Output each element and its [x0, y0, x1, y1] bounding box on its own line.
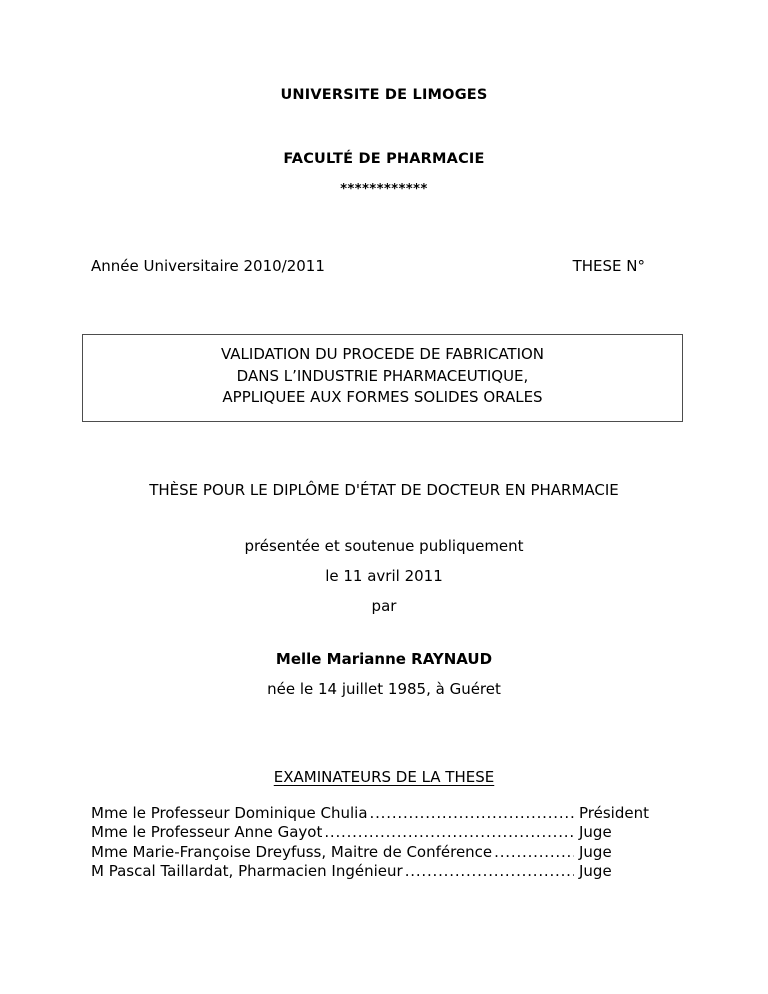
examiner-name: Mme le Professeur Dominique Chulia	[91, 804, 368, 822]
presentation-statement: présentée et soutenue publiquement	[244, 537, 524, 555]
academic-year: Année Universitaire 2010/2011	[91, 257, 325, 275]
university-name: UNIVERSITE DE LIMOGES	[280, 87, 488, 103]
author-birth-info: née le 14 juillet 1985, à Guéret	[267, 680, 501, 698]
dot-leader	[405, 862, 574, 880]
asterisk-separator: ************	[340, 182, 428, 197]
examiner-role: Juge	[579, 862, 612, 881]
degree-statement: THÈSE POUR LE DIPLÔME D'ÉTAT DE DOCTEUR EN PHARMACIE	[149, 481, 619, 499]
defense-date: le 11 avril 2011	[325, 567, 443, 585]
thesis-title-line-1: VALIDATION DU PROCEDE DE FABRICATION	[220, 345, 545, 363]
examiner-row	[91, 843, 667, 862]
faculty-name: FACULTÉ DE PHARMACIE	[283, 151, 485, 167]
examiner-name: M Pascal Taillardat, Pharmacien Ingénieur	[91, 862, 403, 881]
by-label: par	[371, 597, 397, 615]
thesis-title-line-2: DANS L’INDUSTRIE PHARMACEUTIQUE,	[236, 366, 529, 385]
thesis-title-line-3: APPLIQUEE AUX FORMES SOLIDES ORALES	[222, 388, 543, 406]
examiner-row	[91, 804, 667, 823]
examiner-name: Mme Marie-Françoise Dreyfuss, Maitre de Conférence	[91, 842, 493, 861]
examiners-list	[91, 804, 667, 882]
examiners-heading: EXAMINATEURS DE LA THESE	[273, 768, 495, 786]
dot-leader	[370, 804, 574, 822]
examiner-role: Juge	[579, 842, 612, 861]
examiner-row	[91, 862, 667, 881]
examiner-name: Mme le Professeur Anne Gayot	[91, 823, 323, 842]
year-thesis-row	[91, 257, 645, 275]
dot-leader	[324, 823, 574, 841]
thesis-number: THESE N°	[572, 257, 645, 275]
dot-leader	[494, 843, 574, 861]
thesis-title-box	[82, 334, 683, 422]
examiner-role: Président	[579, 804, 649, 822]
author-name: Melle Marianne RAYNAUD	[275, 650, 493, 668]
examiner-role: Juge	[579, 823, 612, 842]
examiner-row	[91, 823, 667, 842]
